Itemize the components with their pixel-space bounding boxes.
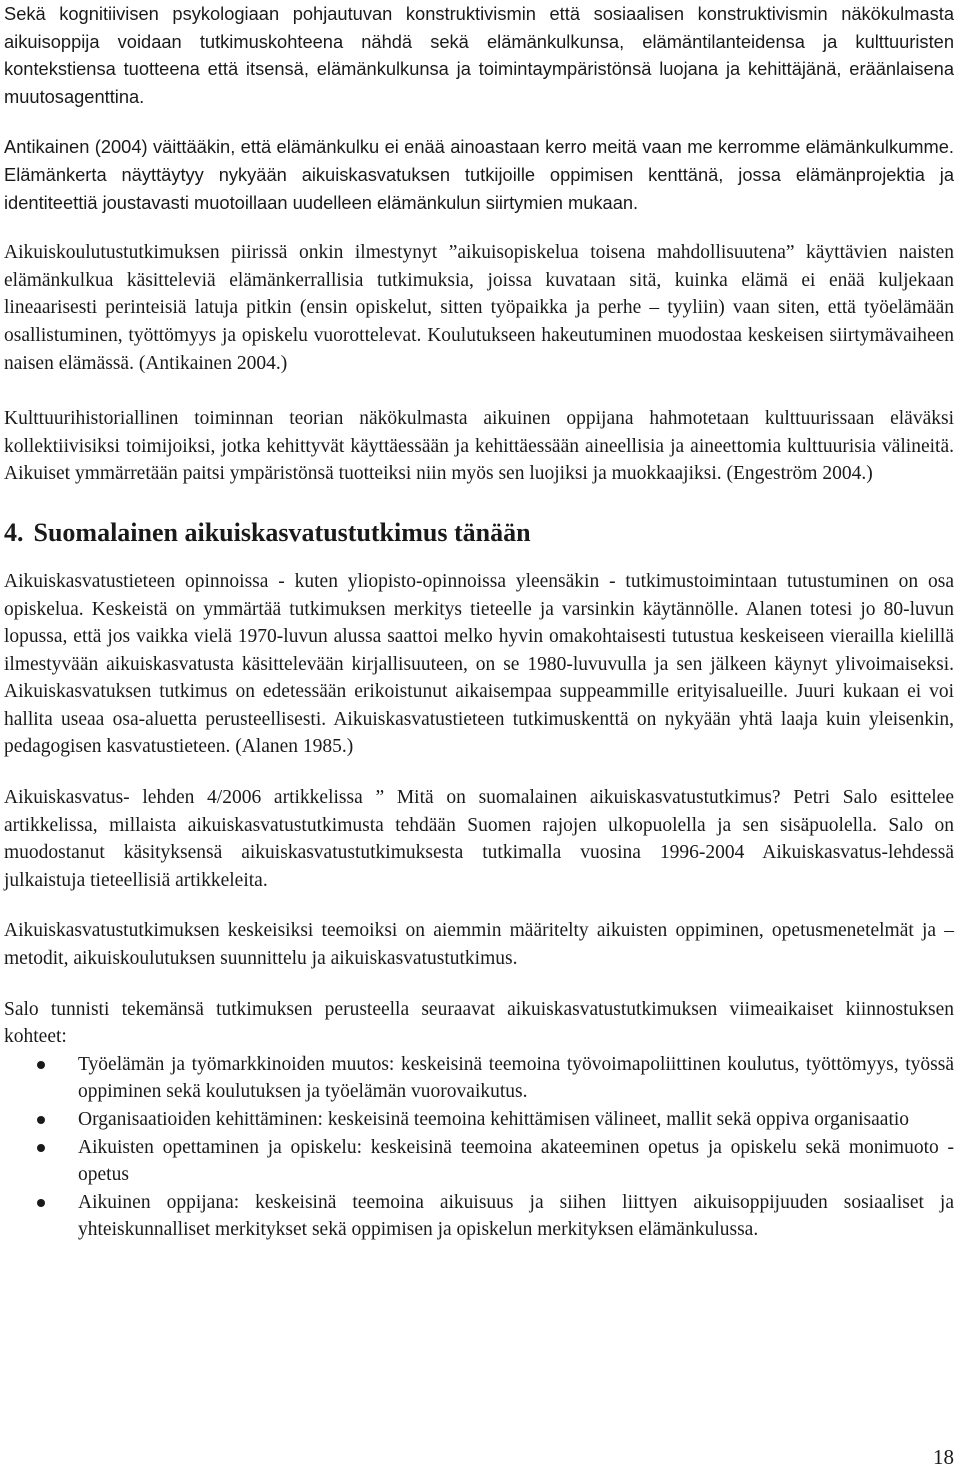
paragraph-interests-intro: Salo tunnisti tekemänsä tutkimuksen perusteella seuraavat aikuiskasvatustutkimuksen viimeaikaiset kiinnostuksen kohteet: <box>4 998 954 1048</box>
bullet-icon <box>37 1199 45 1207</box>
paragraph-constructivism: Sekä kognitiivisen psykologiaan pohjautuvan konstruktivismin että sosiaalisen konstruktivismin näkökulmasta aikuisoppija voidaan tutkimuskohteena nähdä sekä elämänkulkunsa, elämäntilanteidensa ja kulttuuristen kontekstiensa tuotteena että itsensä, elämänkulkunsa ja toimintaympäristönsä luojana ja kehittäjänä, eräänlaisena muutosagenttina. <box>4 3 954 107</box>
list-item: Työelämän ja työmarkkinoiden muutos: keskeisinä teemoina työvoimapoliittinen koulutus, työttömyys, työssä oppiminen sekä koulutuksen ja työelämän vuorovaikutus. <box>4 1051 954 1106</box>
list-item: Organisaatioiden kehittäminen: keskeisinä teemoina kehittämisen välineet, mallit sekä oppiva organisaatio <box>4 1106 954 1134</box>
bullet-icon <box>37 1144 45 1152</box>
paragraph-antikainen: Antikainen (2004) väittääkin, että elämänkulku ei enää ainoastaan kerro meitä vaan me kerromme elämänkulkumme. Elämänkerta näyttäytyy nykyään aikuiskasvatuksen tutkijoille oppimisen kenttänä, jossa elämänprojektia ja identiteettiä joustavasti muotoillaan uudelleen elämänkulun siirtymien mukaan. <box>4 136 954 213</box>
paragraph-adult-education-research: Aikuiskoulutustutkimuksen piirissä onkin ilmestynyt ”aikuisopiskelua toisena mahdollisuutena” käyttävien naisten elämänkulkua käsitteleviä elämänkerrallisia tutkimuksia, joissa kuvataan sitä, kuinka elämä ei enää kuljekaan lineaarisesti perinteisiä latuja pitkin (ensin opiskelut, sitten työpaikka ja perhe – tyyliin) vaan siten, että työelämään osallistuminen, työttömyys ja opiskelu vuorottelevat. Koulutukseen hakeutuminen muodostaa keskeisen siirtymävaiheen naisen elämässä. (Antikainen 2004.) <box>4 242 954 374</box>
list-item: Aikuinen oppijana: keskeisinä teemoina aikuisuus ja siihen liittyen aikuisoppijuuden sosiaaliset ja yhteiskunnalliset merkitykset sekä oppimisen ja opiskelun merkityksen elämänkulussa. <box>4 1189 954 1244</box>
section-title: Suomalainen aikuiskasvatustutkimus tänään <box>33 517 531 547</box>
bullet-icon <box>37 1061 45 1069</box>
paragraph-studies: Aikuiskasvatustieteen opinnoissa - kuten yliopisto-opinnoissa yleensäkin - tutkimustoimintaan tutustuminen on osa opiskelua. Keskeistä on ymmärtää tutkimuksen merkitys tieteelle ja varsinkin käytännölle. Alanen totesi jo 80-luvun lopussa, että jos vaikka vielä 1970-luvun alussa saattoi melko hyvin omakohtaisesti tutustua keskeiseen vierailla kielillä ilmestyvään aikuiskasvatusta käsittelevään kirjallisuuteen, on se 1980-luvuvulla ja sen jälkeen käynyt ylivoimaiseksi. Aikuiskasvatuksen tutkimus on edetessään erikoistunut aikaisempaa suppeammille erityisalueille. Juuri kukaan ei voi hallita useaa osa-aluetta perusteellisesti. Aikuiskasvatustieteen tutkimuskenttä on nykyään yhtä laaja kuin yleisenkin, pedagogisen kasvatustieteen. (Alanen 1985.) <box>4 570 954 758</box>
section-number: 4. <box>4 517 24 547</box>
document-page <box>4 0 954 1244</box>
paragraph-key-themes: Aikuiskasvatustutkimuksen keskeisiksi teemoiksi on aiemmin määritelty aikuisten oppiminen, opetusmenetelmät ja –metodit, aikuiskoulutuksen suunnittelu ja aikuiskasvatustutkimus. <box>4 920 954 970</box>
list-item: Aikuisten opettaminen ja opiskelu: keskeisinä teemoina akateeminen opetus ja opiskelu sekä monimuoto - opetus <box>4 1134 954 1189</box>
paragraph-salo-article: Aikuiskasvatus- lehden 4/2006 artikkelissa ” Mitä on suomalainen aikuiskasvatustutkimus? Petri Salo esittelee artikkelissa, millaista aikuiskasvatustutkimusta tehdään Suomen rajojen ulkopuolella ja sen sisäpuolella. Salo on muodostanut käsityksensä aikuiskasvatustutkimuksesta tutkimalla vuosina 1996-2004 Aikuiskasvatus-lehdessä julkaistuja tieteellisiä artikkeleita. <box>4 787 954 891</box>
section-heading <box>4 516 954 550</box>
interest-list <box>4 1051 954 1244</box>
paragraph-cultural-historical: Kulttuurihistoriallinen toiminnan teorian näkökulmasta aikuinen oppijana hahmotetaan kulttuurissaan eläväksi kollektiivisiksi toimijoiksi, jotka kehittyvät käyttäessään ja kehittäessään aineellisia ja aineettomia kulttuurisia välineitä. Aikuiset ymmärretään paitsi ympäristönsä tuotteiksi niin myös sen luojiksi ja muokkaajiksi. (Engeström 2004.) <box>4 408 954 485</box>
page-number: 18 <box>933 1445 954 1469</box>
bullet-icon <box>37 1116 45 1124</box>
